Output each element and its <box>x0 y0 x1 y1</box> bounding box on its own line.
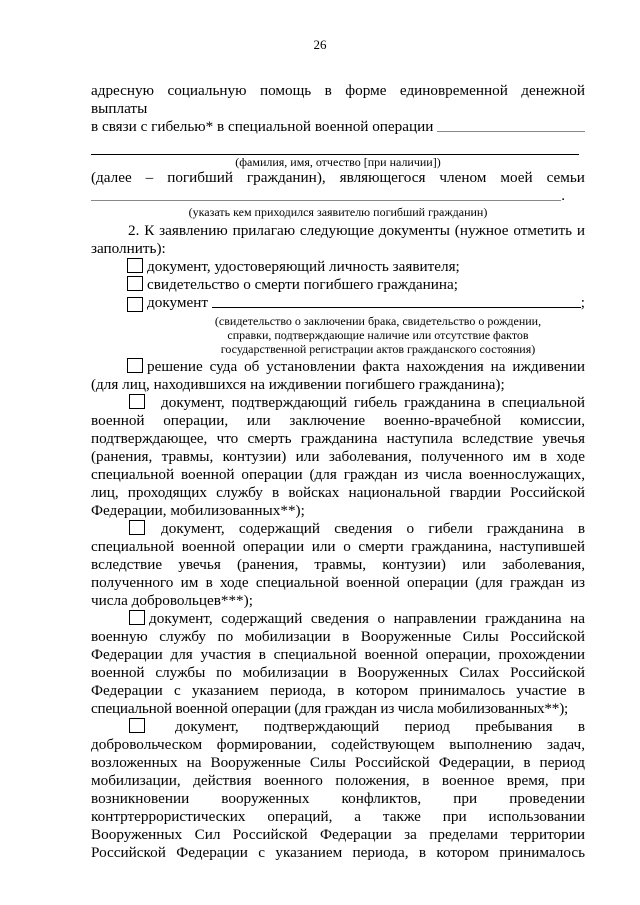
section2-heading-line-1: 2. К заявлению прилагаю следующие документы (нужное отметить и <box>128 222 585 239</box>
intro-word: погибший <box>167 169 233 186</box>
intro-word: являющегося <box>339 169 426 186</box>
doc-item-line-text: документ, содержащий сведения о гибели гражданина в <box>161 520 585 537</box>
doc-item-volunteer-period <box>91 718 585 862</box>
intro-line-4 <box>91 187 565 205</box>
doc-item-line: специальной военной операции (для граждан из числа военнослужащих, <box>91 466 585 483</box>
doc-item-court-decision <box>91 358 585 394</box>
doc-item-line: специальной военной операции (для граждан из числа мобилизованных**); <box>91 700 569 717</box>
relation-input-line[interactable] <box>91 199 561 201</box>
section2-heading-line-2: заполнить): <box>91 240 166 257</box>
checkbox-death-certificate[interactable] <box>127 276 143 291</box>
doc-item-line: вследствие увечья (ранения, травмы, контузии) или заболевания, <box>91 556 585 573</box>
doc-item-line: возникновении вооруженных конфликтов, при проведении <box>91 790 585 807</box>
intro-word: – <box>145 169 154 186</box>
doc-item-line: Российской Федерации с указанием периода, в котором принималось <box>91 844 585 861</box>
doc-item-line: контртеррористических операций, а также при использовании <box>91 808 585 825</box>
doc-item-line-text: документ, подтверждающий период пребывания в <box>175 718 585 735</box>
caption-line: справки, подтверждающие наличие или отсутствие фактов <box>227 328 529 342</box>
doc-item-line <box>91 520 585 538</box>
intro-word: (далее <box>91 169 132 186</box>
document-body <box>91 82 585 862</box>
doc-item-other-document <box>91 294 585 312</box>
intro-word: гражданин), <box>246 169 326 186</box>
doc-item-line: военной операции, или заключение военно-врачебной комиссии, <box>91 412 585 429</box>
doc-item-death-certificate <box>91 276 585 294</box>
doc-item-mobilization <box>91 610 585 718</box>
other-document-input-line[interactable] <box>212 306 581 308</box>
doc-item-line-text: документ, содержащий сведения о направлении гражданина на <box>149 610 585 627</box>
doc-item-line-text: документ, подтверждающий гибель гражданина в специальной <box>161 394 585 411</box>
doc-item-line: подтверждающее, что смерть гражданина наступила вследствие увечья <box>91 430 585 447</box>
doc-item-line: Федерации с указанием периода, в котором принималось участие в <box>91 682 585 699</box>
intro-word: членом <box>439 169 487 186</box>
intro-word: семьи <box>546 169 585 186</box>
doc-item-line: Федерации, мобилизованных**); <box>91 502 305 519</box>
intro-line-2-text: в связи с гибелью* в специальной военной операции <box>91 118 434 135</box>
checkbox-volunteer-death[interactable] <box>129 520 145 535</box>
doc-item-other-document-end: ; <box>580 294 585 311</box>
caption-relation: (указать кем приходился заявителю погибший гражданин) <box>188 205 488 219</box>
doc-item-other-document-label: документ <box>147 294 208 311</box>
doc-item-line: возложенных на Вооруженные Силы Российской Федерации, в период <box>91 754 585 771</box>
doc-item-identity <box>91 258 585 276</box>
doc-item-line <box>91 394 585 412</box>
intro-line-2 <box>91 118 585 136</box>
doc-item-line <box>91 718 585 736</box>
checkbox-death-confirmation[interactable] <box>129 394 145 409</box>
doc-item-line: военную службу по мобилизации в Вооруженные Силы Российской <box>91 628 585 645</box>
doc-item-death-certificate-label: свидетельство о смерти погибшего гражданина; <box>147 276 459 293</box>
caption-line: (свидетельство о заключении брака, свидетельство о рождении, <box>214 314 542 328</box>
doc-item-line: добровольческом формировании, содействующем выполнению задач, <box>91 736 585 753</box>
doc-item-line: специальной военной операции или о смерти гражданина, наступившей <box>91 538 585 555</box>
doc-item-volunteer-death <box>91 520 585 610</box>
doc-item-identity-label: документ, удостоверяющий личность заявителя; <box>147 258 460 275</box>
checkbox-volunteer-period[interactable] <box>129 718 145 733</box>
intro-line-3 <box>91 169 585 187</box>
checkbox-mobilization[interactable] <box>129 610 145 625</box>
doc-item-line: (ранения, травмы, контузии) или заболевания, полученного им в ходе <box>91 448 585 465</box>
doc-item-line <box>91 610 585 628</box>
doc-item-line: Федерации для участия в специальной военной операции, прохождении <box>91 646 585 663</box>
intro-word: моей <box>500 169 533 186</box>
checkbox-court-decision[interactable] <box>127 358 143 373</box>
caption-line: государственной регистрации актов гражданского состояния) <box>220 342 536 356</box>
caption-name: (фамилия, имя, отчество [при наличии]) <box>235 155 441 169</box>
intro-line-4-end: . <box>561 187 565 204</box>
doc-item-line <box>91 358 585 376</box>
checkbox-other-document[interactable] <box>127 297 143 312</box>
other-document-caption <box>91 314 585 356</box>
doc-item-line: военной службы по мобилизации в Вооруженных Силах Российской <box>91 664 585 681</box>
intro-line-1: адресную социальную помощь в форме единовременной денежной выплаты <box>91 82 585 117</box>
doc-item-line: числа добровольцев***); <box>91 592 253 609</box>
doc-item-line: (для лиц, находившихся на иждивении погибшего гражданина); <box>91 376 505 393</box>
checkbox-identity[interactable] <box>127 258 143 273</box>
doc-item-line: Вооруженных Сил Российской Федерации за пределами территории <box>91 826 585 843</box>
page-number: 26 <box>313 37 327 52</box>
doc-item-line: полученного им в ходе специальной военной операции (для граждан из <box>91 574 585 591</box>
deceased-name-line[interactable] <box>91 136 579 155</box>
doc-item-line: лиц, проходящих службу в войсках национальной гвардии Российской <box>91 484 585 501</box>
doc-item-line: мобилизации, действия военного положения, в военное время, при <box>91 772 585 789</box>
doc-item-death-confirmation <box>91 394 585 520</box>
deceased-input-line[interactable] <box>437 130 585 132</box>
doc-item-line-text: решение суда об установлении факта нахождения на иждивении <box>147 358 585 375</box>
